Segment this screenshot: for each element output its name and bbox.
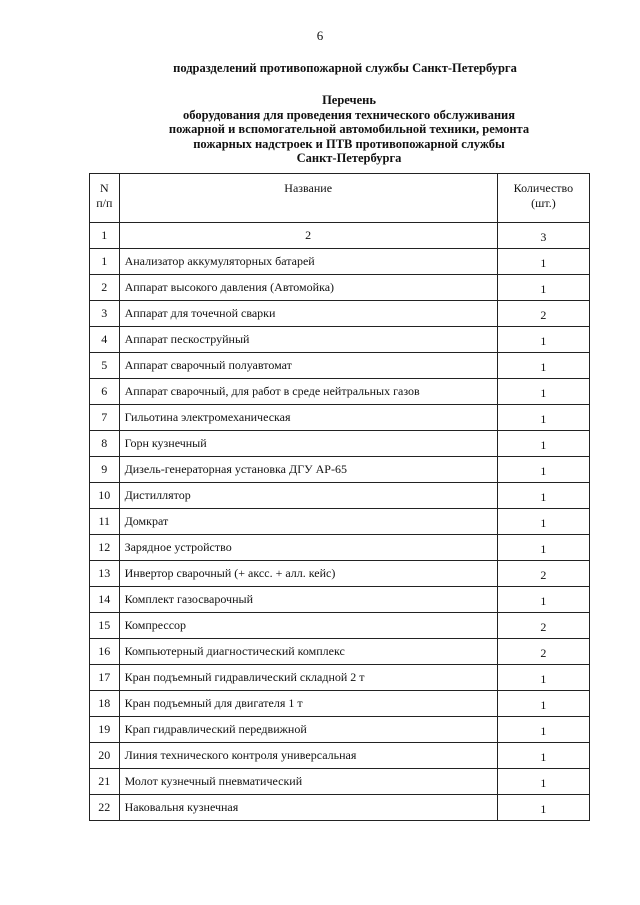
column-number-1: 1 [90,223,120,249]
table-row [90,249,590,275]
table-header-row [90,174,590,223]
row-quantity: 1 [497,249,589,275]
header-name: Название [119,174,497,223]
table-row [90,587,590,613]
table-row [90,483,590,509]
row-name: Гильотина электромеханическая [119,405,497,431]
row-name: Кран подъемный гидравлический складной 2 т [119,665,497,691]
table-row [90,457,590,483]
row-number: 22 [90,795,120,821]
row-quantity: 1 [497,483,589,509]
row-quantity: 1 [497,457,589,483]
column-number-3: 3 [497,223,589,249]
row-number: 8 [90,431,120,457]
table-row [90,353,590,379]
document-subtitle: подразделений противопожарной службы Санкт-Петербурга [173,61,517,75]
title-line-5: Санкт-Петербурга [296,151,402,165]
row-quantity: 2 [497,301,589,327]
table-body [90,223,590,821]
row-number: 16 [90,639,120,665]
row-quantity: 1 [497,691,589,717]
header-quantity-line-2: (шт.) [531,196,556,210]
title-line-4: пожарных надстроек и ПТВ противопожарной службы [193,136,505,151]
title-line-2: оборудования для проведения технического обслуживания [182,107,515,122]
header-number-line-1: N [99,181,109,195]
row-quantity: 1 [497,665,589,691]
row-number: 9 [90,457,120,483]
table-row [90,405,590,431]
row-quantity: 1 [497,405,589,431]
header-quantity-line-1: Количество [513,181,574,195]
row-name: Анализатор аккумуляторных батарей [119,249,497,275]
header-number-line-2: п/п [96,196,113,210]
row-name: Дистиллятор [119,483,497,509]
row-name: Аппарат сварочный полуавтомат [119,353,497,379]
row-quantity: 2 [497,561,589,587]
row-number: 2 [90,275,120,301]
table-row [90,379,590,405]
row-name: Аппарат для точечной сварки [119,301,497,327]
header-number [90,174,120,223]
row-number: 21 [90,769,120,795]
row-quantity: 1 [497,509,589,535]
page-number: 6 [316,28,324,43]
row-quantity: 2 [497,639,589,665]
row-quantity: 1 [497,717,589,743]
row-name: Крап гидравлический передвижной [119,717,497,743]
row-name: Кран подъемный для двигателя 1 т [119,691,497,717]
row-number: 11 [90,509,120,535]
title-line-1: Перечень [322,93,376,107]
table-row [90,665,590,691]
table-row [90,509,590,535]
row-quantity: 1 [497,587,589,613]
table-row [90,561,590,587]
table-row [90,431,590,457]
row-number: 20 [90,743,120,769]
row-number: 6 [90,379,120,405]
header-quantity [497,174,589,223]
row-name: Молот кузнечный пневматический [119,769,497,795]
row-name: Инвертор сварочный (+ аксс. + алл. кейс) [119,561,497,587]
table-row [90,795,590,821]
document-title [0,93,640,166]
row-number: 18 [90,691,120,717]
row-number: 1 [90,249,120,275]
table-row [90,769,590,795]
row-number: 10 [90,483,120,509]
table-row [90,613,590,639]
row-name: Аппарат высокого давления (Автомойка) [119,275,497,301]
row-quantity: 1 [497,535,589,561]
row-quantity: 1 [497,743,589,769]
row-name: Зарядное устройство [119,535,497,561]
row-name: Аппарат пескоструйный [119,327,497,353]
row-number: 14 [90,587,120,613]
row-name: Горн кузнечный [119,431,497,457]
equipment-table [89,173,590,821]
table-row [90,691,590,717]
title-line-3: пожарной и вспомогательной автомобильной техники, ремонта [168,122,530,136]
row-quantity: 1 [497,353,589,379]
table-row [90,743,590,769]
row-quantity: 1 [497,769,589,795]
row-name: Дизель-генераторная установка ДГУ АР-65 [119,457,497,483]
row-number: 3 [90,301,120,327]
row-name: Комплект газосварочный [119,587,497,613]
row-number: 4 [90,327,120,353]
row-number: 17 [90,665,120,691]
row-quantity: 1 [497,795,589,821]
table-row [90,639,590,665]
row-number: 7 [90,405,120,431]
row-number: 15 [90,613,120,639]
row-quantity: 1 [497,431,589,457]
row-number: 13 [90,561,120,587]
row-name: Аппарат сварочный, для работ в среде нейтральных газов [119,379,497,405]
row-quantity: 1 [497,379,589,405]
table-row [90,717,590,743]
column-number-row [90,223,590,249]
row-name: Наковальня кузнечная [119,795,497,821]
row-quantity: 1 [497,327,589,353]
row-quantity: 1 [497,275,589,301]
row-quantity: 2 [497,613,589,639]
row-name: Компрессор [119,613,497,639]
table-row [90,535,590,561]
row-name: Компьютерный диагностический комплекс [119,639,497,665]
row-number: 19 [90,717,120,743]
row-number: 12 [90,535,120,561]
table-row [90,327,590,353]
column-number-2: 2 [119,223,497,249]
row-name: Домкрат [119,509,497,535]
row-number: 5 [90,353,120,379]
table-row [90,275,590,301]
row-name: Линия технического контроля универсальная [119,743,497,769]
table-row [90,301,590,327]
